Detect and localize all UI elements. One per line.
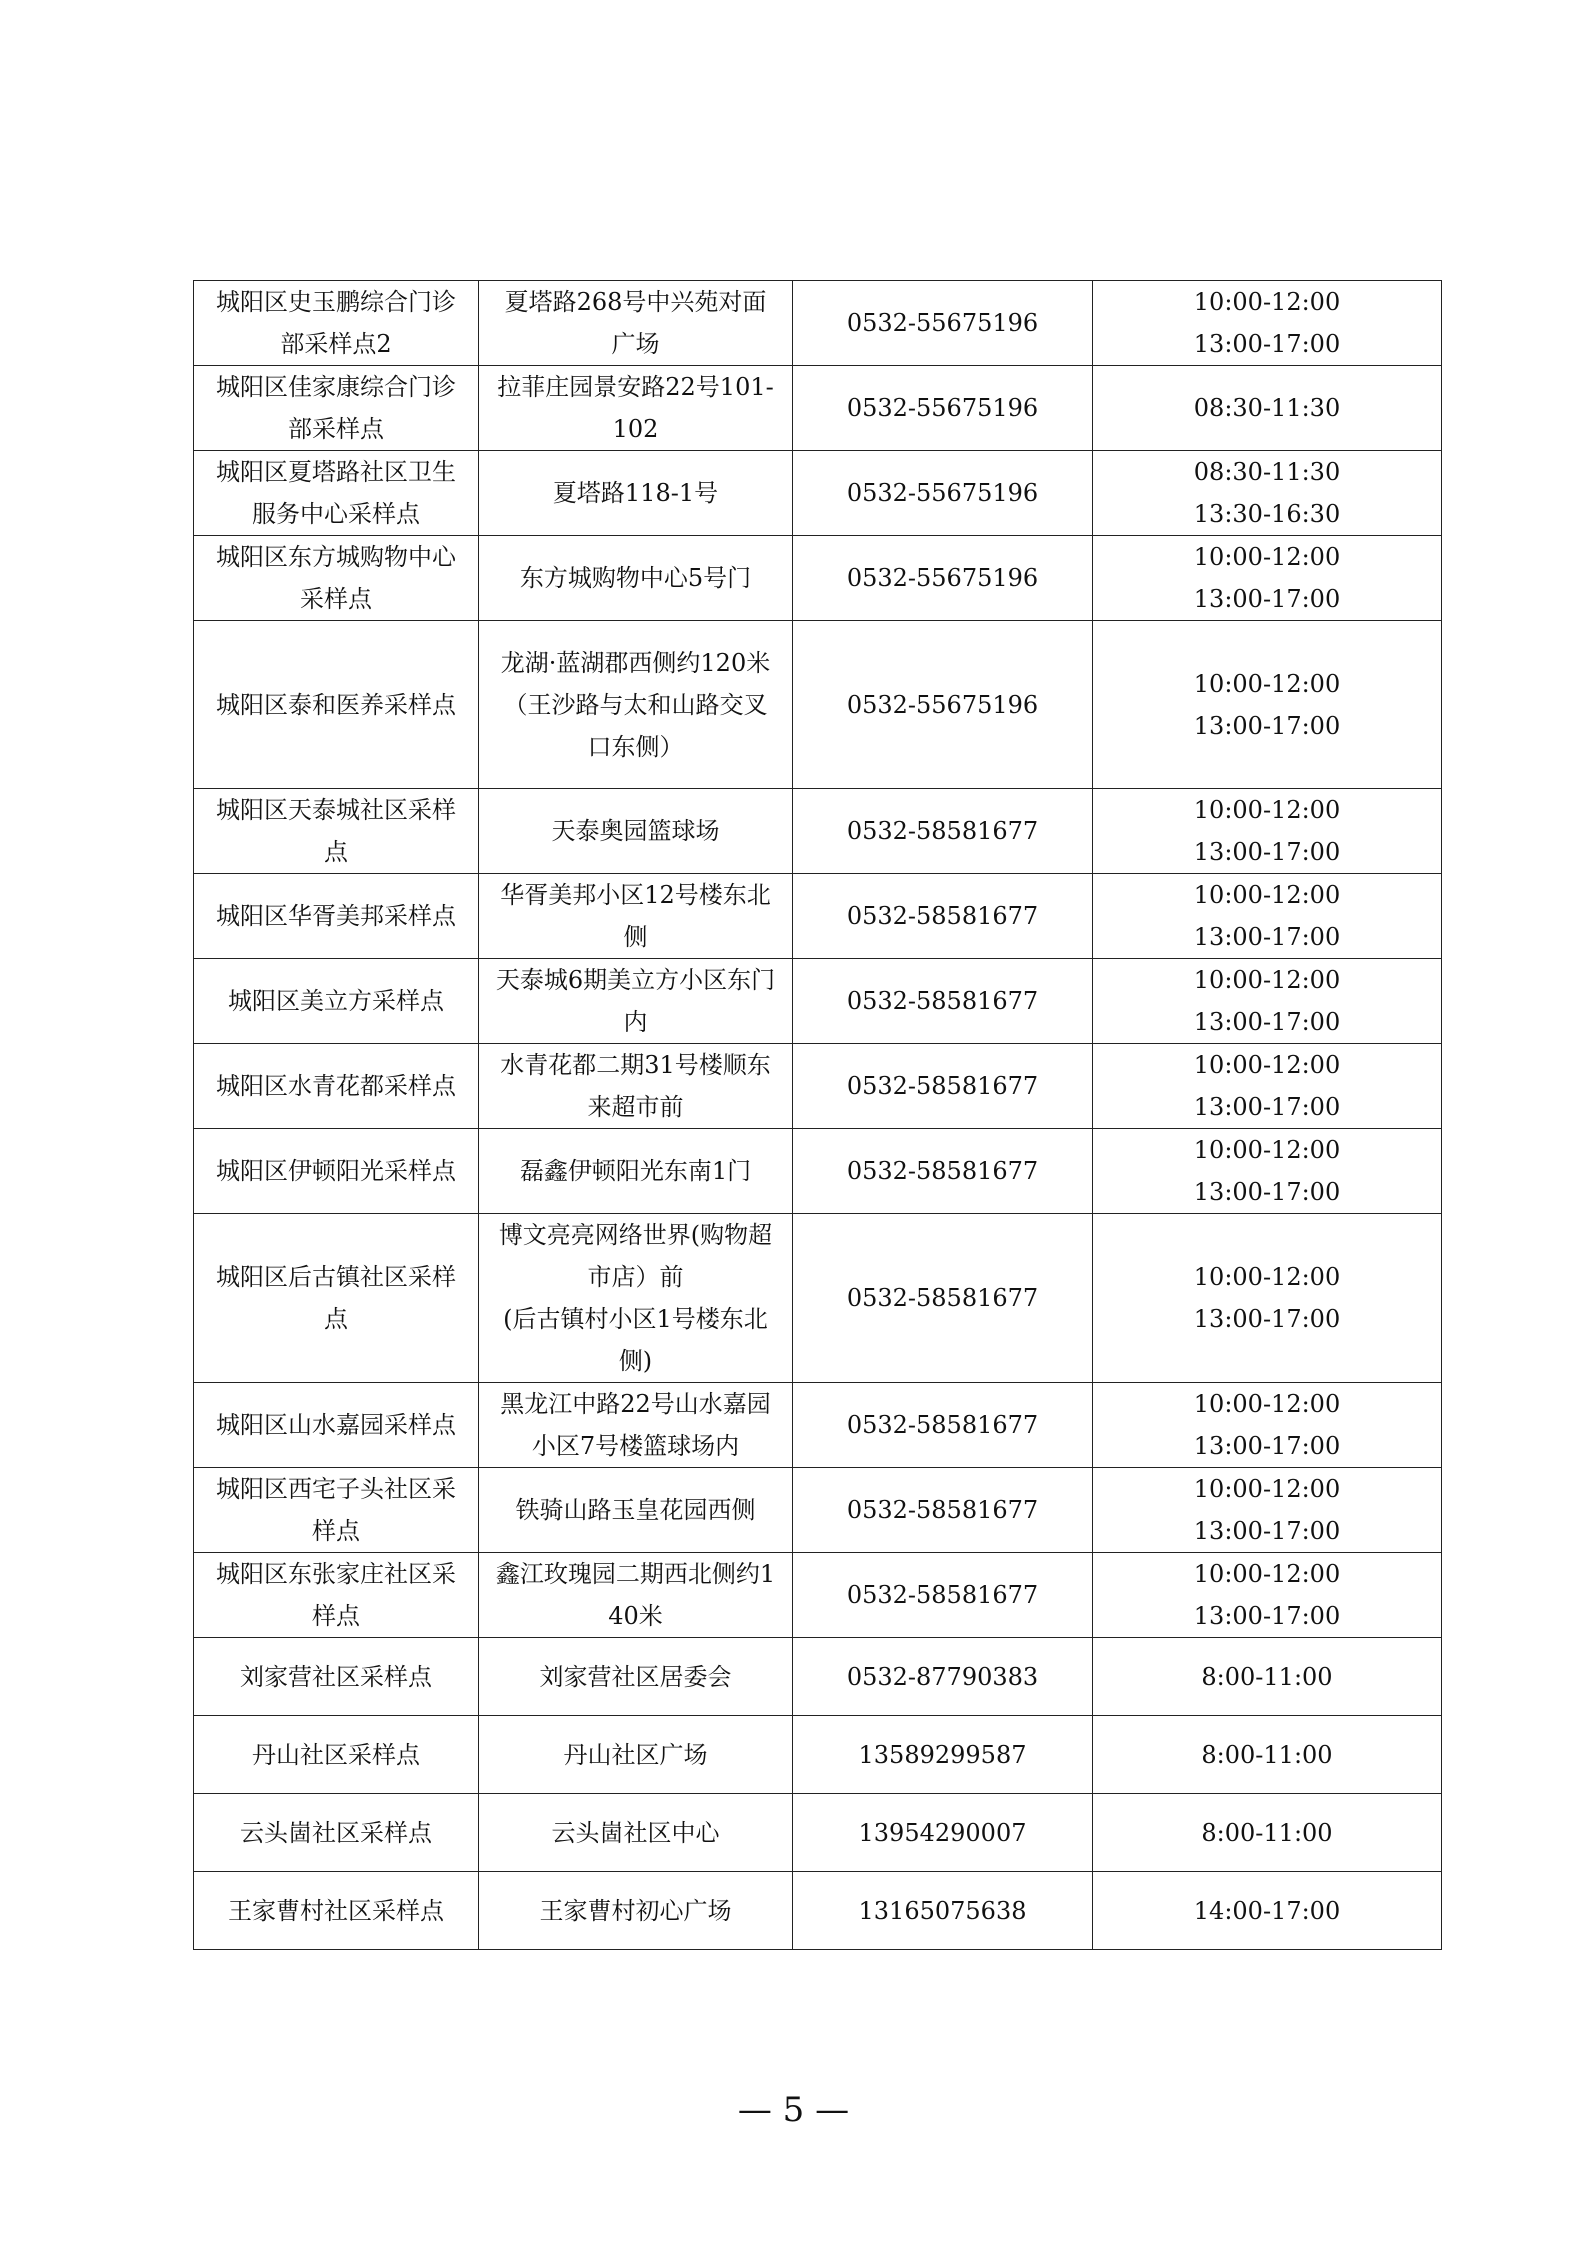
site-name-cell: 城阳区泰和医养采样点	[194, 621, 479, 789]
hours-line: 10:00-12:00	[1193, 543, 1341, 571]
site-address-cell: 磊鑫伊顿阳光东南1门	[479, 1129, 793, 1214]
site-hours-cell	[1093, 536, 1442, 621]
site-hours-cell	[1093, 1716, 1442, 1794]
table-row	[194, 1638, 1442, 1716]
table-row	[194, 789, 1442, 874]
hours-line: 8:00-11:00	[1201, 1740, 1333, 1769]
site-phone-cell: 13589299587	[793, 1716, 1093, 1794]
site-address-cell: 拉菲庄园景安路22号101-102	[479, 366, 793, 451]
site-hours-cell	[1093, 1553, 1442, 1638]
table-row	[194, 281, 1442, 366]
site-phone-cell: 0532-58581677	[793, 1044, 1093, 1129]
site-name-cell: 城阳区水青花都采样点	[194, 1044, 479, 1129]
hours-line: 10:00-12:00	[1193, 1263, 1341, 1291]
site-name-cell: 城阳区天泰城社区采样点	[194, 789, 479, 874]
site-hours-cell	[1093, 1468, 1442, 1553]
hours-line: 13:00-17:00	[1193, 1602, 1341, 1630]
site-name-cell: 城阳区佳家康综合门诊部采样点	[194, 366, 479, 451]
hours-line: 10:00-12:00	[1193, 1475, 1341, 1503]
site-phone-cell: 0532-58581677	[793, 1553, 1093, 1638]
sampling-sites-table	[193, 280, 1442, 1950]
site-hours-cell	[1093, 621, 1442, 789]
table-row	[194, 1044, 1442, 1129]
site-address-cell: 黑龙江中路22号山水嘉园小区7号楼篮球场内	[479, 1383, 793, 1468]
site-name-cell: 城阳区伊顿阳光采样点	[194, 1129, 479, 1214]
site-name-cell: 城阳区史玉鹏综合门诊部采样点2	[194, 281, 479, 366]
site-address-cell: 水青花都二期31号楼顺东来超市前	[479, 1044, 793, 1129]
hours-line: 13:00-17:00	[1193, 838, 1341, 866]
site-name-cell: 云头崮社区采样点	[194, 1794, 479, 1872]
table-row	[194, 1383, 1442, 1468]
site-phone-cell: 0532-55675196	[793, 451, 1093, 536]
site-hours-cell	[1093, 366, 1442, 451]
site-hours-cell	[1093, 1044, 1442, 1129]
site-hours-cell	[1093, 874, 1442, 959]
table-row	[194, 621, 1442, 789]
site-phone-cell: 0532-58581677	[793, 1383, 1093, 1468]
hours-line: 10:00-12:00	[1193, 966, 1341, 994]
table-row	[194, 959, 1442, 1044]
table-row	[194, 1716, 1442, 1794]
site-address-cell: 铁骑山路玉皇花园西侧	[479, 1468, 793, 1553]
site-hours-cell	[1093, 1383, 1442, 1468]
hours-line: 13:00-17:00	[1193, 711, 1341, 740]
site-name-cell: 城阳区后古镇社区采样点	[194, 1214, 479, 1383]
site-hours-cell	[1093, 1794, 1442, 1872]
site-phone-cell: 0532-87790383	[793, 1638, 1093, 1716]
hours-line: 08:30-11:30	[1193, 394, 1341, 422]
site-name-cell: 王家曹村社区采样点	[194, 1872, 479, 1950]
hours-line: 13:00-17:00	[1193, 1305, 1341, 1333]
site-phone-cell: 0532-55675196	[793, 366, 1093, 451]
hours-line: 14:00-17:00	[1193, 1896, 1341, 1925]
site-phone-cell: 13954290007	[793, 1794, 1093, 1872]
table-row	[194, 1794, 1442, 1872]
hours-line: 10:00-12:00	[1193, 1560, 1341, 1588]
site-phone-cell: 0532-58581677	[793, 1129, 1093, 1214]
site-name-cell: 城阳区华胥美邦采样点	[194, 874, 479, 959]
site-name-cell: 城阳区东方城购物中心采样点	[194, 536, 479, 621]
table-row	[194, 1468, 1442, 1553]
site-phone-cell: 0532-58581677	[793, 1468, 1093, 1553]
site-phone-cell: 0532-58581677	[793, 874, 1093, 959]
table-row	[194, 1553, 1442, 1638]
site-hours-cell	[1093, 789, 1442, 874]
site-hours-cell	[1093, 281, 1442, 366]
hours-line: 8:00-11:00	[1201, 1818, 1333, 1847]
hours-line: 13:00-17:00	[1193, 585, 1341, 613]
table-row	[194, 1129, 1442, 1214]
site-address-cell: 夏塔路118-1号	[479, 451, 793, 536]
site-address-cell: 刘家营社区居委会	[479, 1638, 793, 1716]
site-name-cell: 刘家营社区采样点	[194, 1638, 479, 1716]
site-address-cell: 龙湖·蓝湖郡西侧约120米 （王沙路与太和山路交叉口东侧）	[479, 621, 793, 789]
page-number: — 5 —	[737, 2090, 850, 2130]
site-address-cell: 云头崮社区中心	[479, 1794, 793, 1872]
site-address-cell: 鑫江玫瑰园二期西北侧约140米	[479, 1553, 793, 1638]
site-address-cell: 华胥美邦小区12号楼东北侧	[479, 874, 793, 959]
site-hours-cell	[1093, 1214, 1442, 1383]
hours-line: 13:00-17:00	[1193, 1432, 1341, 1460]
site-phone-cell: 0532-58581677	[793, 1214, 1093, 1383]
site-phone-cell: 0532-55675196	[793, 281, 1093, 366]
site-name-cell: 城阳区美立方采样点	[194, 959, 479, 1044]
hours-line: 13:00-17:00	[1193, 1093, 1341, 1121]
site-phone-cell: 0532-58581677	[793, 959, 1093, 1044]
site-hours-cell	[1093, 1638, 1442, 1716]
site-phone-cell: 0532-55675196	[793, 536, 1093, 621]
hours-line: 13:00-17:00	[1193, 1517, 1341, 1545]
site-name-cell: 丹山社区采样点	[194, 1716, 479, 1794]
table-row	[194, 1872, 1442, 1950]
site-hours-cell	[1093, 1872, 1442, 1950]
hours-line: 10:00-12:00	[1193, 796, 1341, 824]
hours-line: 13:00-17:00	[1193, 923, 1341, 951]
table-row	[194, 536, 1442, 621]
site-address-cell: 王家曹村初心广场	[479, 1872, 793, 1950]
site-address-cell: 天泰城6期美立方小区东门内	[479, 959, 793, 1044]
hours-line: 13:00-17:00	[1193, 1008, 1341, 1036]
hours-line: 10:00-12:00	[1193, 881, 1341, 909]
site-name-cell: 城阳区西宅子头社区采样点	[194, 1468, 479, 1553]
site-phone-cell: 0532-58581677	[793, 789, 1093, 874]
site-phone-cell: 13165075638	[793, 1872, 1093, 1950]
table-row	[194, 366, 1442, 451]
site-address-cell: 天泰奥园篮球场	[479, 789, 793, 874]
site-name-cell: 城阳区东张家庄社区采样点	[194, 1553, 479, 1638]
hours-line: 10:00-12:00	[1193, 669, 1341, 698]
site-name-cell: 城阳区山水嘉园采样点	[194, 1383, 479, 1468]
site-name-cell: 城阳区夏塔路社区卫生服务中心采样点	[194, 451, 479, 536]
hours-line: 13:00-17:00	[1193, 330, 1341, 358]
sampling-sites-table-body	[194, 281, 1442, 1950]
site-phone-cell: 0532-55675196	[793, 621, 1093, 789]
hours-line: 13:30-16:30	[1193, 500, 1341, 528]
site-hours-cell	[1093, 959, 1442, 1044]
site-address-cell: 东方城购物中心5号门	[479, 536, 793, 621]
hours-line: 8:00-11:00	[1201, 1662, 1333, 1691]
hours-line: 13:00-17:00	[1193, 1178, 1341, 1206]
hours-line: 10:00-12:00	[1193, 288, 1341, 316]
table-row	[194, 1214, 1442, 1383]
hours-line: 10:00-12:00	[1193, 1390, 1341, 1418]
site-address-cell: 博文亮亮网络世界(购物超市店）前 (后古镇村小区1号楼东北侧)	[479, 1214, 793, 1383]
hours-line: 10:00-12:00	[1193, 1051, 1341, 1079]
site-hours-cell	[1093, 451, 1442, 536]
hours-line: 08:30-11:30	[1193, 458, 1341, 486]
site-address-cell: 夏塔路268号中兴苑对面广场	[479, 281, 793, 366]
site-address-cell: 丹山社区广场	[479, 1716, 793, 1794]
table-row	[194, 874, 1442, 959]
hours-line: 10:00-12:00	[1193, 1136, 1341, 1164]
table-row	[194, 451, 1442, 536]
site-hours-cell	[1093, 1129, 1442, 1214]
